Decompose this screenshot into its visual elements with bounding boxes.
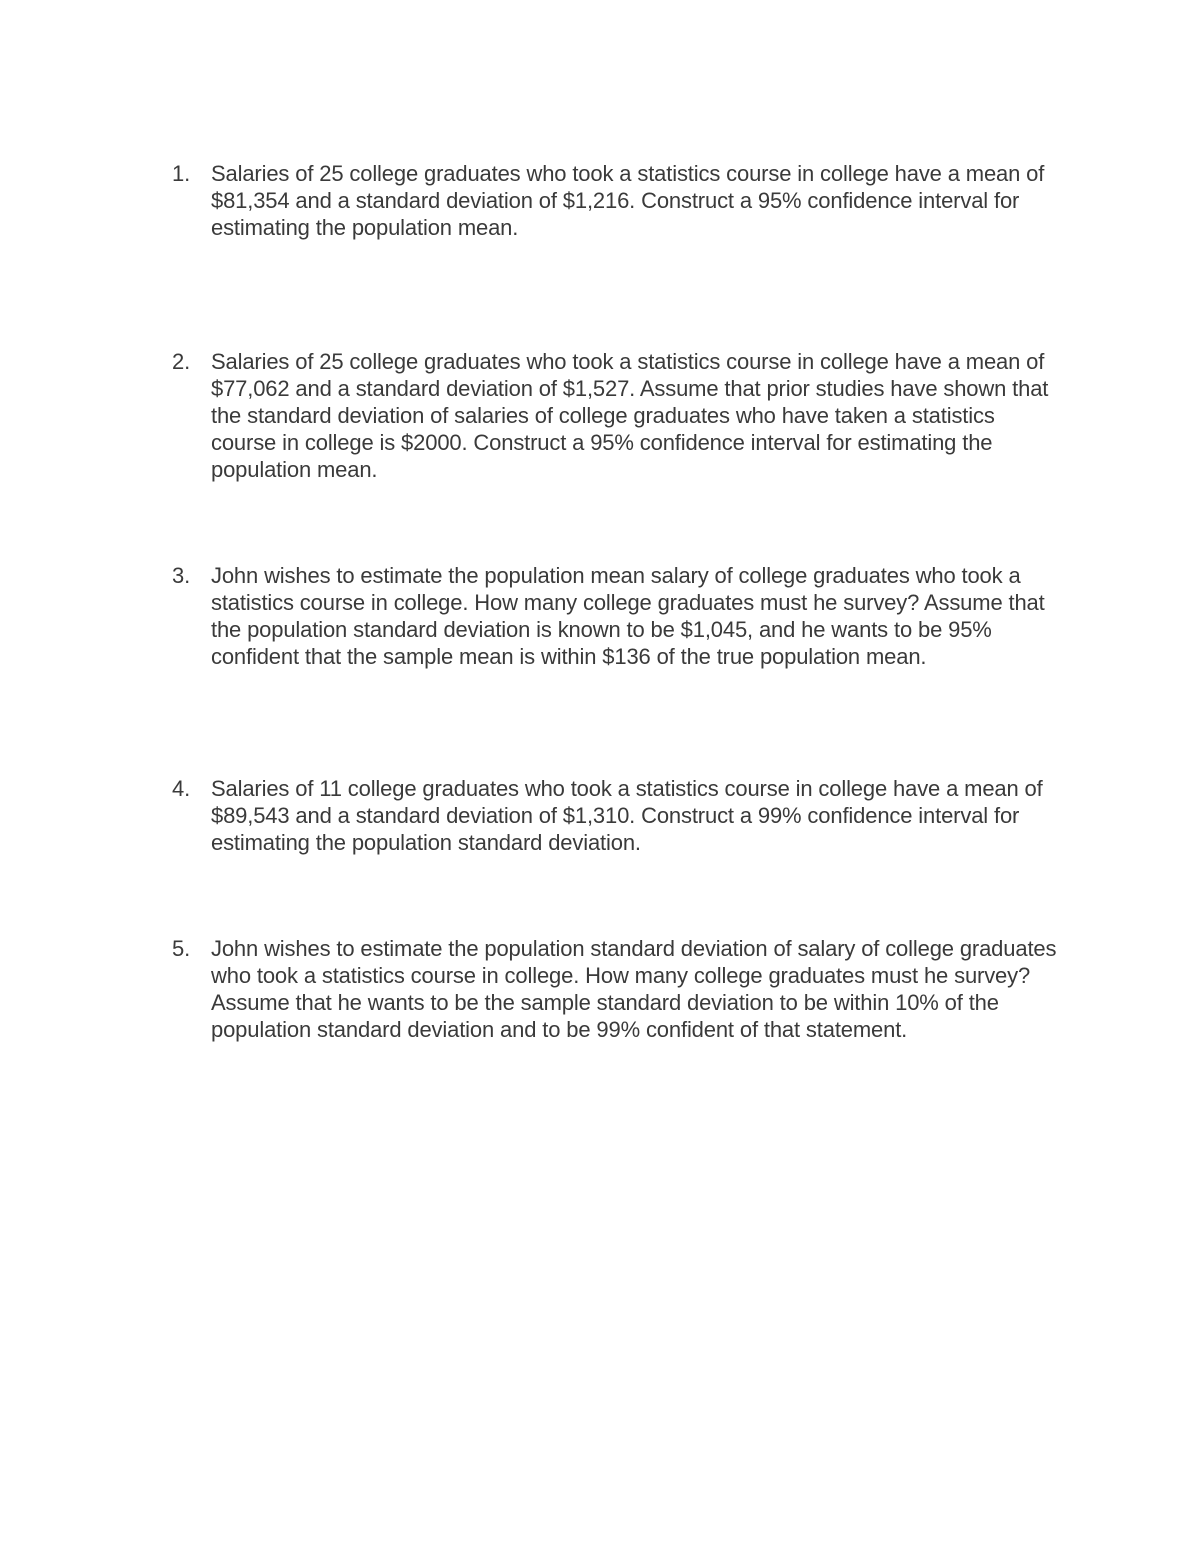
question-number: 3.: [172, 563, 191, 588]
question-number: 5.: [172, 936, 191, 961]
question-text: John wishes to estimate the population mean salary of college graduates who took a statistics course in college. How many college graduates must he survey? Assume that the population standard deviation is known to be $1,045, and he wants to be 95% confident that the sample mean is within $136 of the true population mean.: [211, 563, 1045, 669]
question-text: John wishes to estimate the population standard deviation of salary of college graduates who took a statistics course in college. How many college graduates must he survey? Assume that he wants to be the sample standard deviation to be within 10% of the population standard deviation and to be 99% confident of that statement.: [211, 936, 1057, 1042]
question-number: 1.: [172, 161, 191, 186]
question-number: 2.: [172, 349, 191, 374]
question-number: 4.: [172, 776, 191, 801]
question-text: Salaries of 25 college graduates who took a statistics course in college have a mean of $77,062 and a standard deviation of $1,527. Assume that prior studies have shown that the standard deviation of salaries of college graduates who have taken a statistics course in college is $2000. Construct a 95% confidence interval for estimating the population mean.: [211, 349, 1049, 482]
question-text: Salaries of 11 college graduates who took a statistics course in college have a mean of $89,543 and a standard deviation of $1,310. Construct a 99% confidence interval for estimating the population standard deviation.: [211, 776, 1043, 855]
question-text: Salaries of 25 college graduates who took a statistics course in college have a mean of $81,354 and a standard deviation of $1,216. Construct a 95% confidence interval for estimating the population mean.: [211, 161, 1045, 240]
